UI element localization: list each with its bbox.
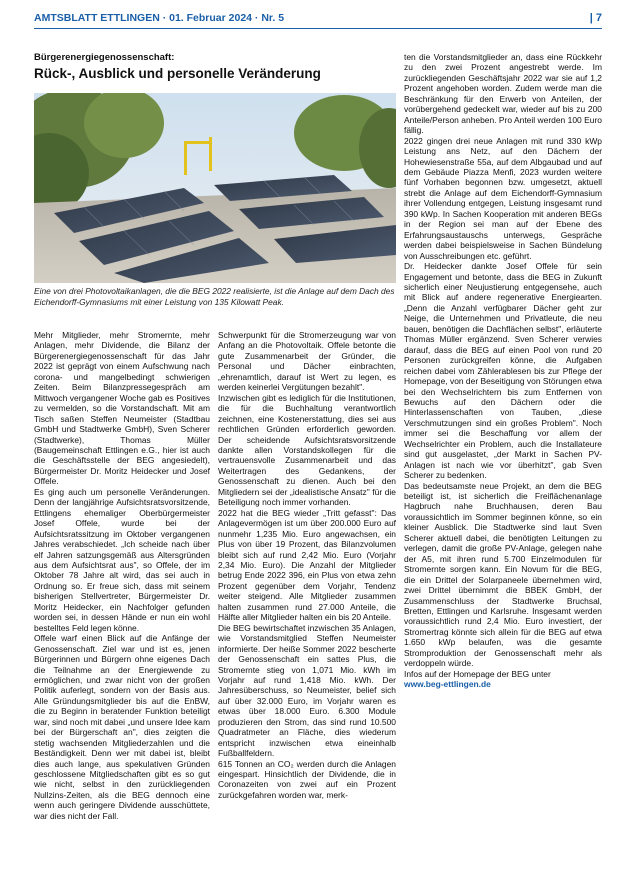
photo-caption: Eine von drei Photovoltaikanlagen, die die BEG 2022 realisierte, ist die Anlage auf dem Dach des Eichendorff-Gymnasiums mit einer Leistung von 135 Kilowatt Peak. — [34, 286, 395, 307]
article-title: Rück-, Ausblick und personelle Veränderung — [34, 66, 321, 81]
paragraph: Die BEG bewirtschaftet inzwischen 35 Anlagen, wie Vorstandsmitglied Steffen Neumeister informierte. Der heiße Sommer 2022 bescherte der Genossenschaft ein sattes Plus, die Stromernte stieg von 1,071 Mio. kWh im Vorjahr auf rund 1,418 Mio. kWh. Der Jahresüberschuss, so Neumeister, belief sich auf über 32.000 Euro, im Vorjahr waren es etwas über 18.000 Euro. 6.300 Module produzieren den Strom, das sind rund 10.500 Quadratmeter an Fläche, dies wiederum entspricht inzwischen etwa eineinhalb Fußballfeldern. — [218, 622, 396, 759]
paragraph: 615 Tonnen an CO₂ werden durch die Anlagen eingespart. Hinsichtlich der Dividende, die in Coronazeiten von zwei auf ein Prozent zurückgefahren worden war, merk- — [218, 758, 396, 800]
paragraph: 2022 hat die BEG wieder „Tritt gefasst": Das Anlagevermögen ist um über 200.000 Euro auf nunmehr 1,235 Mio. Euro angewachsen, ein Plus von über 19 Prozent, das Bilanzvolumen bleibt sich auf rund 2,42 Mio. Euro (Vorjahr 2,34 Mio. Euro). Die Anzahl der Mitglieder betrug Ende 2022 396, ein Plus von etwa zehn Prozent gegenüber dem Vorjahr, Tendenz weiter steigend. Alle Mitglieder zusammen halten zusammen rund 27.000 Anteile, die Hälfte aller Mitglieder halten ein bis 20 Anteile. — [218, 507, 396, 623]
photo-illustration — [34, 93, 396, 283]
beg-homepage-link[interactable]: www.beg-ettlingen.de — [404, 679, 491, 690]
header-divider — [34, 28, 602, 29]
article-kicker: Bürgerenergiegenossenschaft: — [34, 52, 175, 63]
paragraph: Mehr Mitglieder, mehr Stromernte, mehr Anlagen, mehr Dividende, die Bilanz der Bürgerenergiegenossenschaft für das Jahr 2022 ist geprägt von einem Aufschwung nach corona- und mangelbedingt schwierigen Zeiten. Beim Bilanzpressegespräch am Mittwoch vergangener Woche gab es Positives zu vermelden, so die Vorstandschaft. Mit am Tisch saßen Steffen Neumeister (Stadtbau GmbH und Stadtwerke GmbH), Sven Scherer (Stadtwerke), Thomas Müller (Baugemeinschaft Ettlingen e.G., hier ist auch die Geschäftsstelle der BEG angesiedelt), Bürgermeister Dr. Moritz Heidecker und Josef Offele. — [34, 330, 210, 487]
paragraph: Infos auf der Homepage der BEG unter — [404, 668, 551, 679]
paragraph: Inzwischen gibt es lediglich für die Institutionen, die für die Buchhaltung verantwortlich zeichnen, eine Kostenerstattung, dies sei aus rechtlichen Gründen erforderlich geworden. Der scheidende Aufsichtsratsvorsitzende dankte allen Vorstandskollegen für die vertrauensvolle Zusammenarbeit und das Weitertragen des Gedankens, der Genossenschaft zu dienen. Auch bei den Mitgliedern sei der „idealistische Ansatz" für die Beteiligung noch immer vorhanden. — [218, 392, 396, 508]
paragraph: 2022 gingen drei neue Anlagen mit rund 330 kWp Leistung ans Netz, auf den Dächern der Hohewiesenstraße 55a, auf dem Albgaubad und auf dem Gebäude Piazza Menfi, 2023 wurden weitere fünf Vorhaben begonnen bzw. umgesetzt, aktuell strebt die Anlage auf dem Eichendorff-Gymnasium ihrer Vollendung entgegen, Leistung insgesamt rund 390 kWp. In Sachen Kooperation mit anderen BEGs in der Region sei man auf der Ebene des Erfahrungsaustauschs unterwegs, Gespräche werden dabei beispielsweise in Sachen Bündelung von Ausschreibungen etc. geführt. — [404, 135, 602, 261]
article-column-1 — [34, 330, 210, 821]
solar-roof-photo — [34, 93, 396, 283]
paragraph: Es ging auch um personelle Veränderungen. Denn der langjährige Aufsichtsratsvorsitzende, Ettlingens ehemaliger Oberbürgermeister Josef Offele, wurde bei der Aufsichtsratssitzung im Oktober vergangenen Jahres verabschiedet. „Ich scheide nach über elf Jahren satzungsgemäß aus Altersgründen aus dem Aufsichtsrat aus", so Offele, der im Oktober 78 Jahre alt wird, das sei auch in Ordnung so. Er freue sich, dass mit seinem bisherigen Stellvertreter, Bürgermeister Dr. Moritz Heidecker, ein Nachfolger gefunden worden sei, in dessen Hände er nun ein wohl bestelltes Feld legen könne. — [34, 486, 210, 633]
masthead — [34, 12, 602, 28]
paragraph: Schwerpunkt für die Stromerzeugung war von Anfang an die Photovoltaik. Offele betonte die gute Zusammenarbeit der Gründer, die Personal und Dächer einbrachten, „ehrenamtlich, darauf ist Wert zu legen, es werden keinerlei Vergütungen bezahlt". — [218, 330, 396, 393]
paragraph: ten die Vorstandsmitglieder an, dass eine Rückkehr zu den zwei Prozent angestrebt werde. Im zurückliegenden Geschäftsjahr 2022 war sie auf 1,2 Prozent angehoben worden. Zudem werde man die Beschränkung für den Erwerb von Anteilen, der vorübergehend gedeckelt war, wieder auf bis zu 200 Anteile/Person anheben. Pro Anteil werden 100 Euro fällig. — [404, 52, 602, 136]
masthead-title: AMTSBLATT ETTLINGEN · 01. Februar 2024 · Nr. 5 — [34, 12, 285, 24]
article-column-2 — [218, 330, 396, 800]
article-column-3 — [404, 52, 602, 690]
page-number: | 7 — [589, 12, 602, 24]
paragraph: Das bedeutsamste neue Projekt, an dem die BEG beteiligt ist, ist sicherlich die Freiflächenanlage Hagbruch nahe Bruchhausen, deren Bau voraussichtlich im Sommer beginnen könne, so ein kleiner Ausblick. Die Stadtwerke sind laut Sven Scherer aktuell dabei, die benötigten Leitungen zu verlegen, damit die große PV-Anlage, gelegen nahe der A5, mit ihren rund 5.700 Einzelmodulen für Stromernte sorgen kann. Ein Novum für die BEG, die ein Drittel der Solarpaneele übernehmen wird, zwei Drittel übernimmt die BBEK GmbH, der Zusammenschluss der Stadtwerke Bruchsal, Bretten, Ettlingen und Karlsruhe. Insgesamt werden voraussichtlich rund 2,4 Mio. Euro investiert, der Stromertrag könnte sich allein für die BEG auf etwa 1.650 kWp belaufen, was die gesamte Stromproduktion der Genossenschaft mehr als verdoppeln würde. — [404, 480, 602, 669]
paragraph: Dr. Heidecker dankte Josef Offele für sein Engagement und betonte, dass die BEG in Zukunft sicherlich einer Neujustierung entgegensehe, auch mit Blick auf andere regenerative Energiearten. „Denn die Anzahl verfügbarer Dächer geht zur Neige, die Unternehmen und Privatleute, die neu bauen, benötigen die Dachflächen selbst", erläuterte Thomas Müller ergänzend. Sven Scherer verwies darauf, dass die BEG auf einen Pool von rund 20 Personen zurückgreifen könne, die Aufgaben reichen dabei vom Zählerablesen bis zur Pflege der Homepage, von der Beseitigung von Störungen etwa bei den Wechselrichtern bis zum Entfernen von Bewuchs auf den Dächern oder die Hinterlassenschaften von Tauben, „diese Verschmutzungen sind ein großes Problem". Noch immer sei die Beschaffung vor allem der Wechselrichter ein Problem, auch die Installateure sind gut ausgelastet, „der Markt in Sachen PV-Anlagen ist nach wie vor überhitzt", gab Sven Scherer zu bedenken. — [404, 261, 602, 481]
paragraph: Offele warf einen Blick auf die Anfänge der Genossenschaft. Ziel war und ist es, jenen Bürgerinnen und Bürgern ohne eigenes Dach die Teilnahme an der Energiewende zu ermöglichen, und zwar nicht von der großen Politik auferlegt, sondern von der Basis aus. Alle Gründungsmitglieder bis auf die EnBW, die zu Beginn in beratender Funktion beteiligt war, sind noch mit dabei „und unsere Idee kam bei der Bürgerschaft an", dies zeigten die stetig wachsenden Mitgliederzahlen und die Beständigkeit. Denn wer mit dabei ist, bleibt dies auch lange, aus spekulativen Gründen geschlossene Mitgliedschaften gibt es so gut wie nicht, selbst in den zurückliegenden Nullzins-Zeiten, als die BEG dennoch eine wenn auch geringere Dividende ausschüttete, war dies nicht der Fall. — [34, 633, 210, 821]
